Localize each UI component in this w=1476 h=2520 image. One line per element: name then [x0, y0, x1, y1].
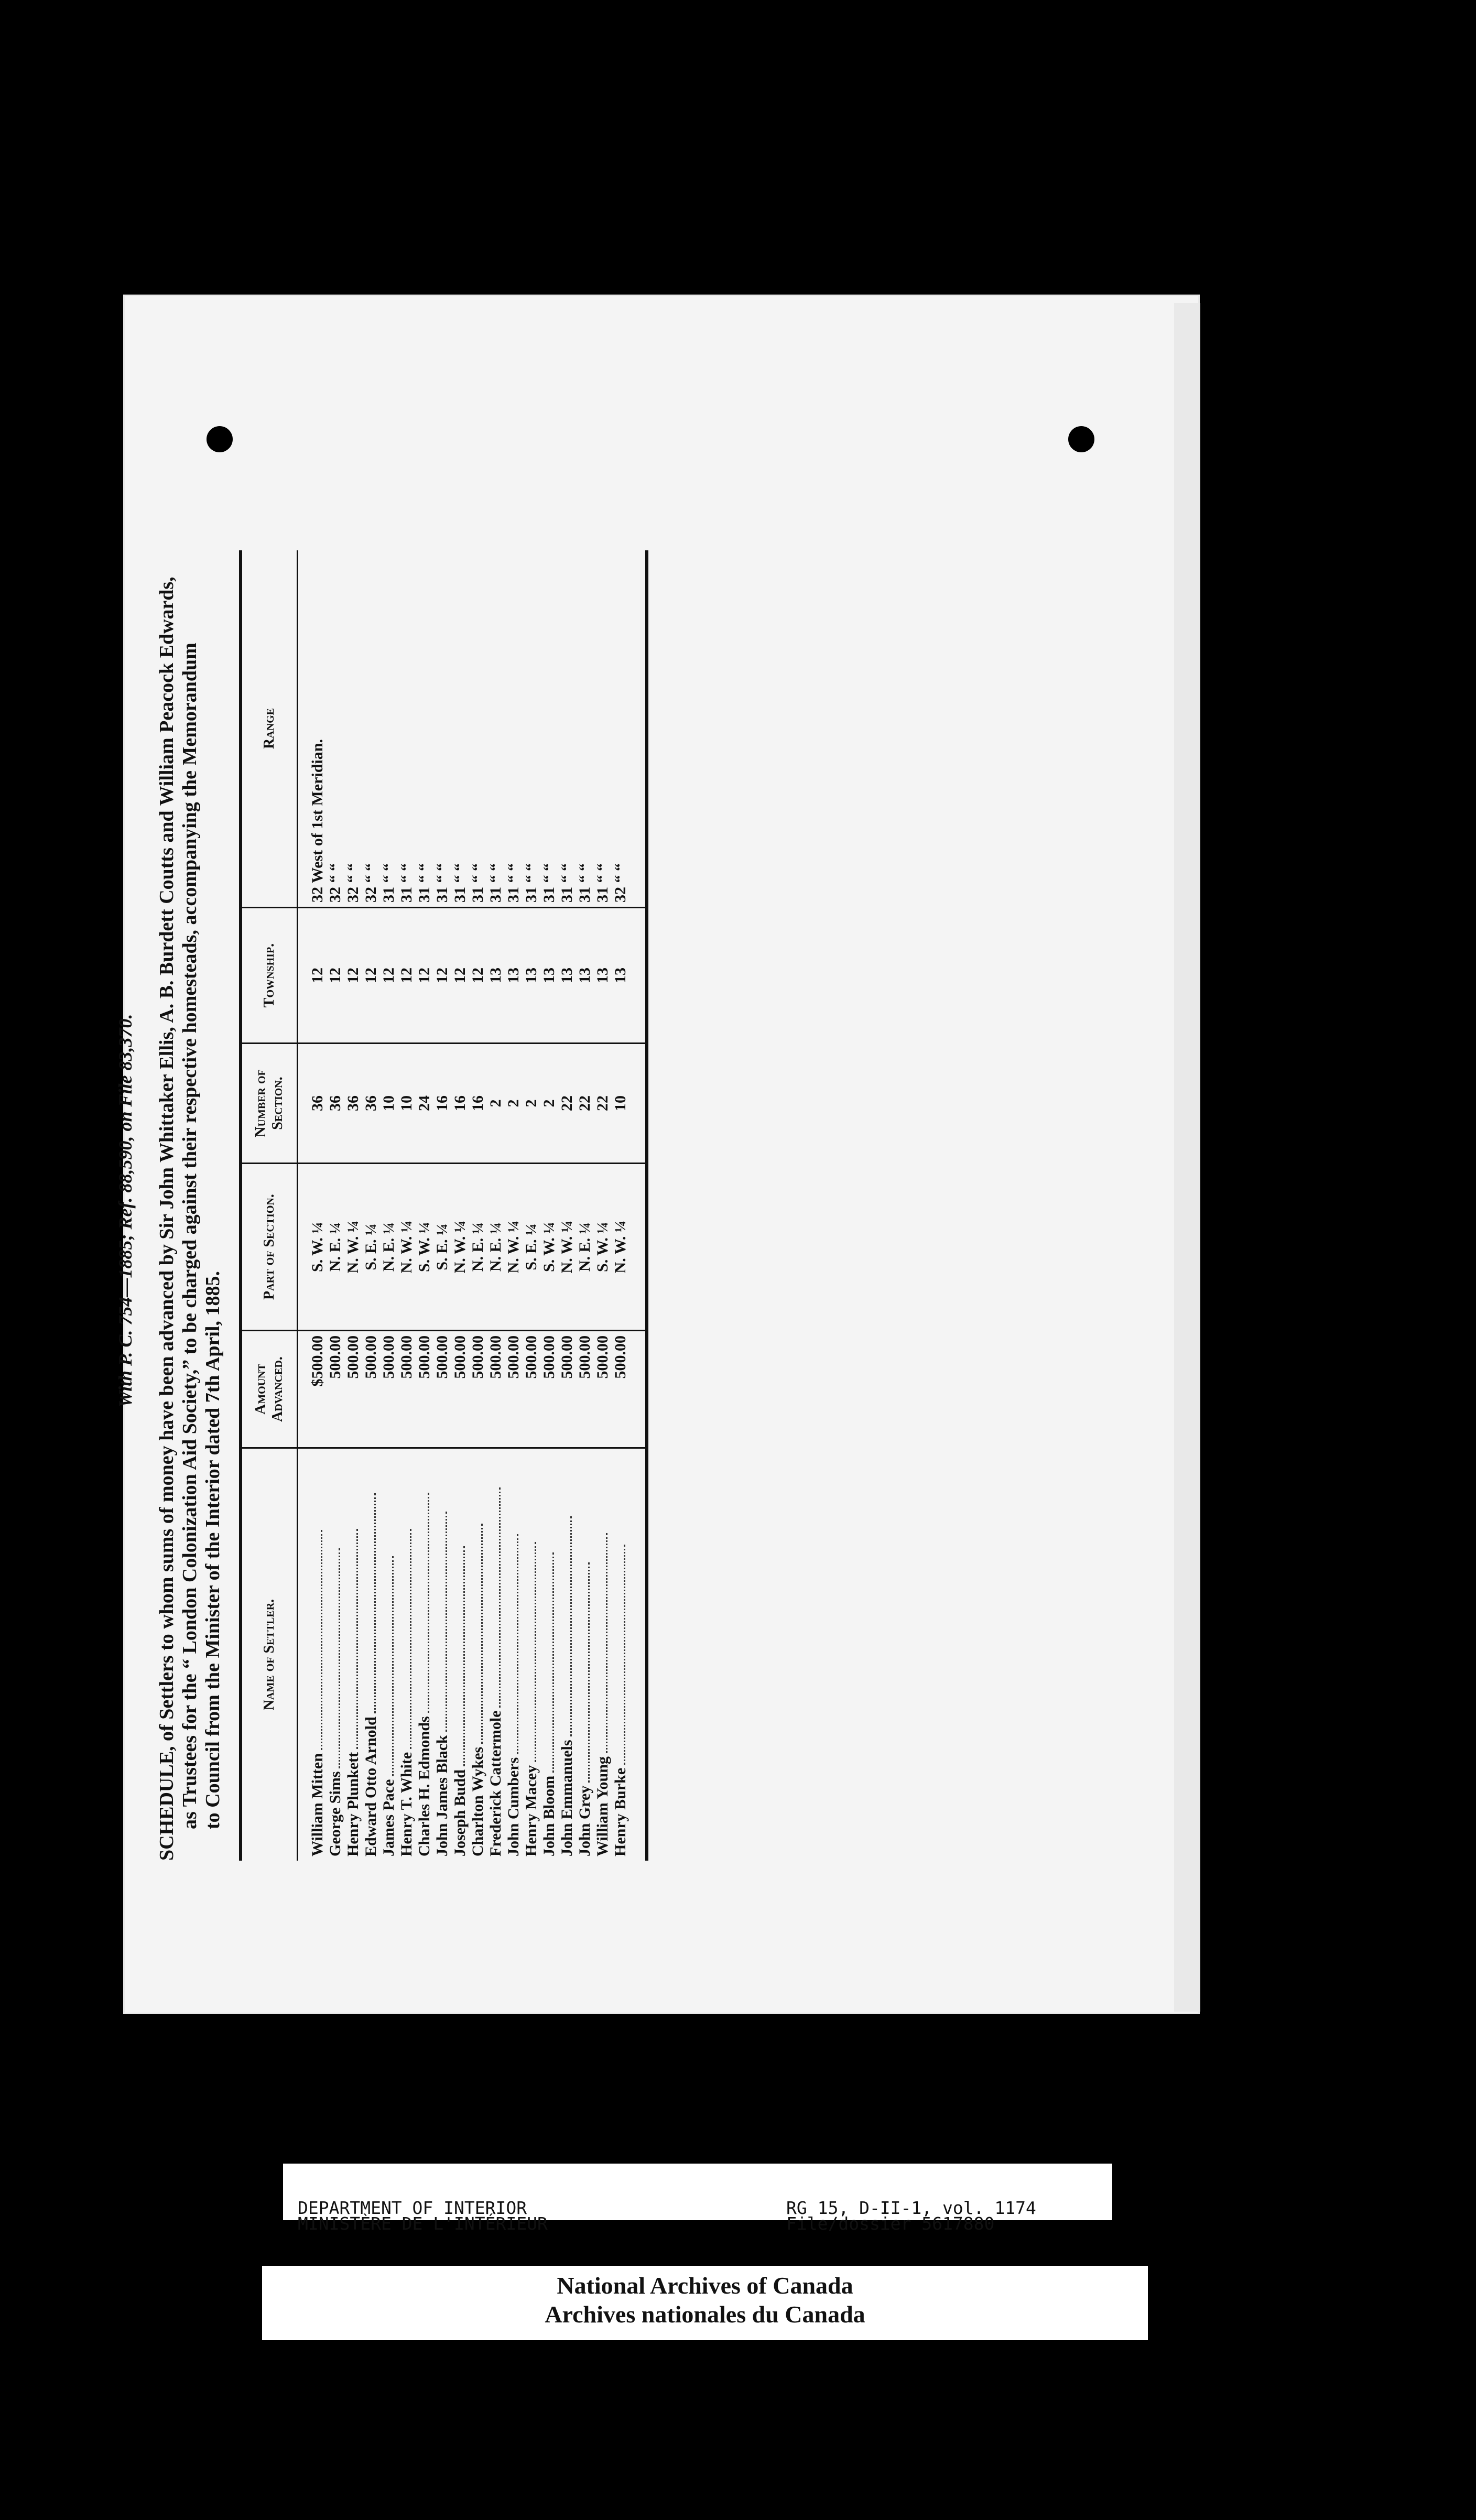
table-row	[576, 550, 594, 1861]
range: 32 “ “	[344, 550, 362, 908]
amount: $500.00	[298, 1331, 327, 1448]
department-english: DEPARTMENT OF INTERIOR	[298, 2198, 527, 2218]
amount: 500.00	[344, 1331, 362, 1448]
township: 12	[469, 908, 487, 1044]
archives-name-french: Archives nationales du Canada	[545, 2301, 865, 2328]
section-number: 2	[523, 1044, 540, 1164]
township: 12	[380, 908, 398, 1044]
range: 32 “ “	[362, 550, 380, 908]
amount: 500.00	[540, 1331, 558, 1448]
township: 12	[433, 908, 451, 1044]
section-number: 2	[487, 1044, 505, 1164]
township: 13	[594, 908, 612, 1044]
part-of-section: N. W. ¼	[505, 1164, 523, 1331]
section-number: 16	[433, 1044, 451, 1164]
document-page	[115, 296, 1198, 2013]
range: 31 “ “	[451, 550, 469, 908]
amount: 500.00	[433, 1331, 451, 1448]
township: 12	[416, 908, 433, 1044]
range: 31 “ “	[487, 550, 505, 908]
amount: 500.00	[523, 1331, 540, 1448]
part-of-section: N. E. ¼	[487, 1164, 505, 1331]
part-of-section: S. E. ¼	[362, 1164, 380, 1331]
settler-name: John Emmanuels	[558, 1740, 576, 1856]
rotated-schedule	[103, 540, 837, 1882]
amount: 500.00	[327, 1331, 344, 1448]
part-of-section: N. W. ¼	[398, 1164, 416, 1331]
range: 31 “ “	[505, 550, 523, 908]
settler-name: James Pace	[380, 1779, 397, 1856]
section-number: 24	[416, 1044, 433, 1164]
table-row	[612, 550, 647, 1861]
col-number-header: Number of Section.	[241, 1044, 298, 1164]
section-number: 36	[327, 1044, 344, 1164]
section-number: 10	[612, 1044, 647, 1164]
amount: 500.00	[398, 1331, 416, 1448]
part-of-section: N. W. ¼	[451, 1164, 469, 1331]
heading-line-2: as Trustees for the “ London Colonization Aid Society,” to be charged against their respective homesteads, accompanying the Memorandum	[179, 643, 201, 1829]
township: 13	[612, 908, 647, 1044]
section-number: 22	[594, 1044, 612, 1164]
settler-name: John James Black	[433, 1735, 451, 1856]
section-number: 22	[558, 1044, 576, 1164]
amount: 500.00	[612, 1331, 647, 1448]
part-of-section: S. W. ¼	[298, 1164, 327, 1331]
settler-name: Edward Otto Arnold	[362, 1717, 379, 1856]
section-number: 36	[298, 1044, 327, 1164]
table-row	[433, 550, 451, 1861]
range: 32 “ “	[612, 550, 647, 908]
table-row	[298, 550, 327, 1861]
township: 12	[451, 908, 469, 1044]
department-french: MINISTÈRE DE L'INTÉRIEUR	[298, 2213, 548, 2234]
amount: 500.00	[576, 1331, 594, 1448]
punch-hole	[1068, 426, 1094, 452]
range: 31 “ “	[398, 550, 416, 908]
amount: 500.00	[380, 1331, 398, 1448]
table-row	[540, 550, 558, 1861]
table-row	[469, 550, 487, 1861]
table-row	[344, 550, 362, 1861]
range: 32 “ “	[327, 550, 344, 908]
section-number: 10	[380, 1044, 398, 1164]
range: 31 “ “	[416, 550, 433, 908]
settler-name: William Young	[594, 1756, 611, 1856]
table-row	[594, 550, 612, 1861]
col-amount-header: Amount Advanced.	[241, 1331, 298, 1448]
schedule-heading	[155, 561, 224, 1861]
table-row	[558, 550, 576, 1861]
table-row	[327, 550, 344, 1861]
part-of-section: S. E. ¼	[433, 1164, 451, 1331]
settler-name: John Cumbers	[505, 1757, 522, 1856]
township: 12	[344, 908, 362, 1044]
col-name-header: Name of Settler.	[241, 1448, 298, 1861]
archives-banner	[262, 2266, 1148, 2340]
section-number: 2	[540, 1044, 558, 1164]
table-row	[380, 550, 398, 1861]
heading-line-1: SCHEDULE, of Settlers to whom sums of money have been advanced by Sir John Whittaker Ellis, A. B. Burdett Coutts and William Peacock Edwards,	[156, 577, 178, 1861]
settler-name: William Mitten	[309, 1753, 326, 1856]
table-row	[523, 550, 540, 1861]
amount: 500.00	[416, 1331, 433, 1448]
range: 31 “ “	[540, 550, 558, 908]
table-row	[487, 550, 505, 1861]
range: 31 “ “	[523, 550, 540, 908]
settler-name: Charles H. Edmonds	[416, 1716, 433, 1856]
archives-name-english: National Archives of Canada	[557, 2272, 853, 2299]
range: 31 “ “	[558, 550, 576, 908]
record-group-ref: RG 15, D-II-1, vol. 1174	[786, 2198, 1036, 2218]
page-edge	[1174, 303, 1200, 2012]
punch-hole	[207, 426, 233, 452]
part-of-section: S. E. ¼	[523, 1164, 540, 1331]
range: 31 “ “	[576, 550, 594, 908]
archive-reference-label	[283, 2164, 1112, 2234]
table-row	[398, 550, 416, 1861]
reference-line: With P. C. 754—1885; Ref. 88,590, on File 83,370.	[115, 1014, 136, 1408]
settler-name: Henry T. White	[398, 1752, 415, 1856]
amount: 500.00	[558, 1331, 576, 1448]
table-body	[298, 550, 647, 1861]
amount: 500.00	[362, 1331, 380, 1448]
part-of-section: N. W. ¼	[558, 1164, 576, 1331]
part-of-section: N. W. ¼	[344, 1164, 362, 1331]
heading-line-3: to Council from the Minister of the Interior dated 7th April, 1885.	[202, 1271, 224, 1829]
table-row	[362, 550, 380, 1861]
section-number: 16	[469, 1044, 487, 1164]
section-number: 10	[398, 1044, 416, 1164]
township: 13	[558, 908, 576, 1044]
settler-name: Henry Macey	[523, 1765, 540, 1856]
settlers-table	[239, 550, 648, 1861]
part-of-section: N. E. ¼	[469, 1164, 487, 1331]
township: 13	[523, 908, 540, 1044]
file-number: File/dossier 5617880	[786, 2213, 995, 2234]
section-number: 22	[576, 1044, 594, 1164]
township: 12	[327, 908, 344, 1044]
settler-name: Frederick Cattermole	[487, 1710, 504, 1856]
col-township-header: Township.	[241, 908, 298, 1044]
settler-name: Charlton Wykes	[469, 1746, 486, 1856]
table-header-row	[241, 550, 298, 1861]
part-of-section: S. W. ¼	[540, 1164, 558, 1331]
township: 13	[505, 908, 523, 1044]
amount: 500.00	[451, 1331, 469, 1448]
range: 31 “ “	[594, 550, 612, 908]
settler-name: Henry Plunkett	[344, 1752, 362, 1856]
part-of-section: S. W. ¼	[594, 1164, 612, 1331]
settler-name: John Bloom	[540, 1775, 558, 1856]
part-of-section: N. E. ¼	[576, 1164, 594, 1331]
settler-name: Henry Burke	[612, 1767, 629, 1856]
part-of-section: N. E. ¼	[380, 1164, 398, 1331]
amount: 500.00	[487, 1331, 505, 1448]
table-row	[505, 550, 523, 1861]
township: 13	[576, 908, 594, 1044]
table-row	[451, 550, 469, 1861]
range: 32 West of 1st Meridian.	[298, 550, 327, 908]
settler-name: John Grey	[576, 1785, 593, 1856]
amount: 500.00	[469, 1331, 487, 1448]
township: 13	[487, 908, 505, 1044]
township: 13	[540, 908, 558, 1044]
township: 12	[298, 908, 327, 1044]
range: 31 “ “	[433, 550, 451, 908]
section-number: 36	[344, 1044, 362, 1164]
township: 12	[398, 908, 416, 1044]
settler-name: George Sims	[327, 1771, 344, 1856]
settler-name: Joseph Budd	[451, 1769, 469, 1856]
range: 31 “ “	[469, 550, 487, 908]
amount: 500.00	[594, 1331, 612, 1448]
township: 12	[362, 908, 380, 1044]
part-of-section: N. E. ¼	[327, 1164, 344, 1331]
col-part-header: Part of Section.	[241, 1164, 298, 1331]
section-number: 36	[362, 1044, 380, 1164]
range: 31 “ “	[380, 550, 398, 908]
table-row	[416, 550, 433, 1861]
part-of-section: S. W. ¼	[416, 1164, 433, 1331]
section-number: 16	[451, 1044, 469, 1164]
amount: 500.00	[505, 1331, 523, 1448]
col-range-header: Range	[241, 550, 298, 908]
part-of-section: N. W. ¼	[612, 1164, 647, 1331]
section-number: 2	[505, 1044, 523, 1164]
